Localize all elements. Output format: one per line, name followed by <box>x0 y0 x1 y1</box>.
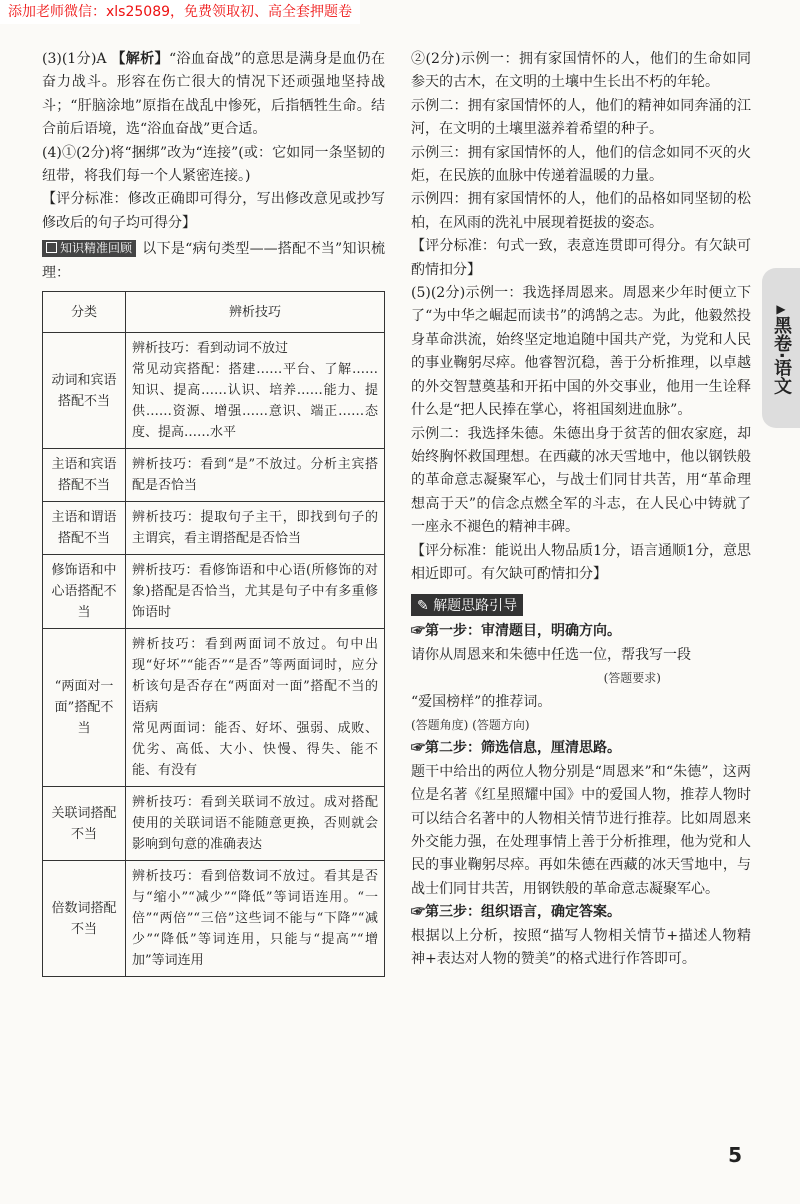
pointing-hand-icon: ☞ <box>411 904 425 921</box>
table-cell-desc: 辨析技巧：提取句子主干，即找到句子的主谓宾，看主谓搭配是否恰当 <box>126 502 385 555</box>
knowledge-tag: 知识精准回顾 <box>42 240 136 257</box>
table-row <box>43 555 385 629</box>
step-1-title: ☞第一步：审清题目，明确方向。 <box>411 623 621 640</box>
q3-answer: (3)(1分)A 【解析】“浴血奋战”的意思是满身是血仍在奋力战斗。形容在伤亡很大的情况下还顽强地坚持战斗；“肝脑涂地”原指在战乱中惨死，后指牺牲生命。结合前后语境，选“浴血奋战”更合适。 <box>42 51 386 138</box>
table-cell-category: 倍数词搭配不当 <box>43 861 126 977</box>
example-1: ②(2分)示例一：拥有家国情怀的人，他们的生命如同参天的古木，在文明的土壤中生长出不朽的年轮。 <box>411 51 751 91</box>
table-header-row <box>43 292 385 333</box>
q5-example-2: 示例二：我选择朱德。朱德出身于贫苦的佃农家庭，却始终胸怀救国理想。在西藏的冰天雪地中，他以钢铁般的革命意志凝聚军心，与战士们同甘共苦，用“革命理想高于天”的信念点燃全军的斗志，在人民心中铸就了一座永不褪色的精神丰碑。 <box>411 425 751 536</box>
book-icon <box>46 242 57 253</box>
side-tab: ▶黑卷·语文 <box>762 268 800 428</box>
scoring-standard-1: 【评分标准：句式一致，表意连贯即可得分。有欠缺可酌情扣分】 <box>411 238 751 278</box>
table-cell-category: 主语和谓语搭配不当 <box>43 502 126 555</box>
annotation-angle-direction: (答题角度) (答题方向) <box>411 717 530 732</box>
table-cell-category: 修饰语和中心语搭配不当 <box>43 555 126 629</box>
left-column <box>42 48 385 977</box>
example-4: 示例四：拥有家国情怀的人，他们的品格如同坚韧的松柏，在风雨的洗礼中展现着挺拔的姿态。 <box>411 191 751 231</box>
guide-title: ✎ 解题思路引导 <box>411 594 523 616</box>
step-3-title: ☞第三步：组织语言，确定答案。 <box>411 904 621 921</box>
knowledge-intro: 知识精准回顾 以下是“病句类型——搭配不当”知识梳理： <box>42 241 385 281</box>
table-cell-category: 关联词搭配不当 <box>43 787 126 861</box>
table-cell-category: 动词和宾语搭配不当 <box>43 333 126 449</box>
watermark-banner: 添加老师微信：xls25089，免费领取初、高全套押题卷 <box>0 0 360 24</box>
q4-standard: 【评分标准：修改正确即可得分，写出修改意见或抄写修改后的句子均可得分】 <box>42 191 385 231</box>
step-2-text: 题干中给出的两位人物分别是“周恩来”和“朱德”，这两位是名著《红星照耀中国》中的爱国人物，推荐人物时可以结合名著中的人物相关情节进行推荐。比如周恩来外交能力强，在处理事情上善于分析推理，他为党和人民的事业鞠躬尽瘁。再如朱德在西藏的冰天雪地中，与战士们同甘共苦，用钢铁般的革命意志凝聚军心。 <box>411 763 751 897</box>
table-row <box>43 861 385 977</box>
table-cell-desc: 辨析技巧：看到两面词不放过。句中出现“好坏”“能否”“是否”等两面词时，应分析该句是否存在“两面对一面”搭配不当的语病 常见两面词：能否、好坏、强弱、成败、优劣、高低、大小、快慢、得失、能不能、有没有 <box>126 629 385 787</box>
step-1-text-2: “爱国榜样”的推荐词。 <box>411 693 552 710</box>
pointing-hand-icon: ☞ <box>411 740 425 757</box>
table-row <box>43 787 385 861</box>
table-cell-category: 主语和宾语搭配不当 <box>43 449 126 502</box>
table-cell-desc: 辨析技巧：看到动词不放过 常见动宾搭配：搭建……平台、了解……知识、提高……认识、培养……能力、提供……资源、增强……意识、端正……态度、提高……水平 <box>126 333 385 449</box>
example-3: 示例三：拥有家国情怀的人，他们的信念如同不灭的火炬，在民族的血脉中传递着温暖的力量。 <box>411 144 751 185</box>
table-cell-desc: 辨析技巧：看到关联词不放过。成对搭配使用的关联词语不能随意更换，否则就会影响到句意的准确表达 <box>126 787 385 861</box>
q5-example-1: (5)(2分)示例一：我选择周恩来。周恩来少年时便立下了“为中华之崛起而读书”的鸿鹄之志。为此，他毅然投身革命洪流，始终坚定地追随中国共产党，为党和人民的事业鞠躬尽瘁。他睿智沉稳，善于分析推理，以卓越的外交智慧奠基和开拓中国的外交事业，他用一生诠释什么是“把人民捧在掌心，将祖国刻进血脉”。 <box>411 285 751 419</box>
table-header-category: 分类 <box>43 292 126 333</box>
table-row <box>43 502 385 555</box>
example-2: 示例二：拥有家国情怀的人，他们的精神如同奔涌的江河，在文明的土壤里滋养着希望的种子。 <box>411 97 751 138</box>
table-row <box>43 449 385 502</box>
error-type-table <box>42 291 385 977</box>
pointing-hand-icon: ☞ <box>411 623 425 640</box>
step-3-text: 根据以上分析，按照“描写人物相关情节+描述人物精神+表达对人物的赞美”的格式进行作答即可。 <box>411 927 751 968</box>
annotation-requirement: (答题要求) <box>603 671 661 686</box>
table-cell-desc: 辨析技巧：看修饰语和中心语(所修饰的对象)搭配是否恰当，尤其是句子中有多重修饰语时 <box>126 555 385 629</box>
table-row <box>43 629 385 787</box>
table-cell-desc: 辨析技巧：看到“是”不放过。分析主宾搭配是否恰当 <box>126 449 385 502</box>
table-header-technique: 辨析技巧 <box>126 292 385 333</box>
table-row <box>43 333 385 449</box>
right-column <box>411 48 751 971</box>
step-1-text: 请你从周恩来和朱德中任选一位，帮我写一段 <box>411 646 691 663</box>
tab-arrow-icon: ▶ <box>774 301 788 316</box>
pencil-icon: ✎ <box>417 598 434 615</box>
page-number: 5 <box>728 1143 742 1167</box>
scoring-standard-2: 【评分标准：能说出人物品质1分，语言通顺1分，意思相近即可。有欠缺可酌情扣分】 <box>411 542 751 582</box>
table-cell-desc: 辨析技巧：看到倍数词不放过。看其是否与“缩小”“减少”“降低”等词语连用。“一倍”“两倍”“三倍”这些词不能与“下降”“减少”“降低”等词连用，只能与“提高”“增加”等词连用 <box>126 861 385 977</box>
table-cell-category: “两面对一面”搭配不当 <box>43 629 126 787</box>
step-2-title: ☞第二步：筛选信息，厘清思路。 <box>411 740 621 757</box>
q4-answer: (4)①(2分)将“捆绑”改为“连接”(或：它如同一条坚韧的纽带，将我们每一个人紧密连接。) <box>42 144 385 185</box>
